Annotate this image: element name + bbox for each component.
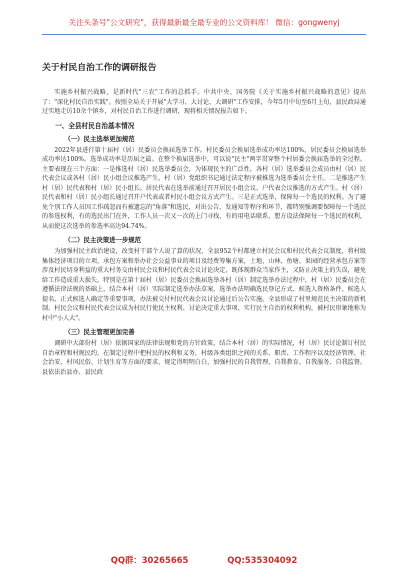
document-body [42, 62, 366, 540]
promo-banner: 关注头条号"公文研究"，获得最新最全最专业的公文资料库！ 微信：gongwenyj [68, 18, 340, 27]
decision-paragraph: 为加强村民主政治建设，改变村干部个人说了算的状况，全县952个村都建立村民会议和村民代表会议制度，将村级集体经济项目的立项、承包方案和举办社会公益事业的项目及经费筹集方案，土地、山林、鱼塘、果园的经营承包方案等涉及村民切身利益的重大村务交由村民会议和村民代表会议讨论决定，既体现群众当家作主，又防止决策上的失误，避免给工作造成重大损失。特别是在第十届村（居）民委员会换届选举各村（居）制定选举办法过程中，村（居）民委员会在遵循法律法规的基础上，结合本村（居）实际制定选举办法草案，选举办法明确选民登记方式、候选人资格条件、候选人提名、正式候选人确定等重要事项，办法被交付村民代表会议讨论通过后公告实施。全县形成了村里规范民主决策的新机制。村民会议和村民代表会议成为村民行使民主权利、讨论决定重大事项、实行民主自治的权利机构，被村民形象地称为村中"小人大"。 [42, 248, 366, 322]
intro-paragraph: 实施乡村振兴战略，是新时代"三农"工作的总抓手。中共中央、国务院《关于实施乡村振兴战略的意见》提出了："深化村民自治实践"。按照全局关于开展"大学习、大讨论、大调研"工作安排，今年5月中旬至6月上旬，县民政局通过实地走访10余个镇乡，对村民自治工作进行调研，现将相关情况报告如下。 [42, 89, 366, 115]
section-heading: 一、全县村民自治基本情况 [55, 121, 135, 130]
qq-group-text: QQ群：30265665 [110, 555, 189, 565]
qq-text: QQ:535304092 [227, 555, 298, 565]
subsection-heading-election: （一）民主选举更加规范 [64, 134, 135, 143]
document-title: 关于村民自治工作的调研报告 [42, 63, 157, 73]
subsection-heading-decision: （二）民主决策进一步规范 [64, 236, 142, 244]
subsection-heading-management: （三）民主管理更加完善 [64, 328, 135, 336]
header-divider [42, 34, 366, 35]
election-paragraph: 2022年县进行第十届村（居）民委员会换届选举工作。村民委员会换届选举成功率达100%，居民委员会换届选举成功率达100%。选举成功率是历届之最。在整个换届选举中，可以说"民主"两字贯穿整个村居委会换届选举的全过程。主要表现在三个方面：一是推选村（居）民选举委员会，为体现民主的广泛性，各村（居）选举委员会成员由村（居）民代表会议或各村（居）民小组会议推选产生，村（居）党组织书记通过法定程序被推选为选举委员会主任。二是推选产生村（居）民代表和村（居）民小组长。居民代表在选举前通过召开居民小组会议、户代表会议推选的方式产生。村（居）民代表和村（居）民小组长通过召开户代表或者村民小组会议方式产生。三是正式选举，保障每一个选民的权利。为了避免个别工作人员因工作疏忽而有被遗忘的"角落"和选民，对出公告、发通知等程序和环节，都特别强调要保障每一个选民的参选权利，有的选民出门在外，工作人员一次又一次的上门寻找，有的用电话联系，想方设法保障每一个选民的权利，从而使这次选举的参选率高达94.74%。 [42, 146, 366, 230]
management-paragraph: 调研中大部份村（居）依据国家的法律法规和党的方针政策，结合本村（居）的实际情况，村（居）民讨论制订村民自治章程和村规民约，在制定过程中把村民的权利和义务，村级各类组织之间的关系、职责、工作程序以及经济管理、社会治安、村风民俗、计划生育等方面的要求，规定得明明白白，加强村民的自我管理、自我教育、自我服务、自我监督。县依法治县办、县民政 [42, 340, 366, 376]
contact-footer [0, 553, 408, 567]
